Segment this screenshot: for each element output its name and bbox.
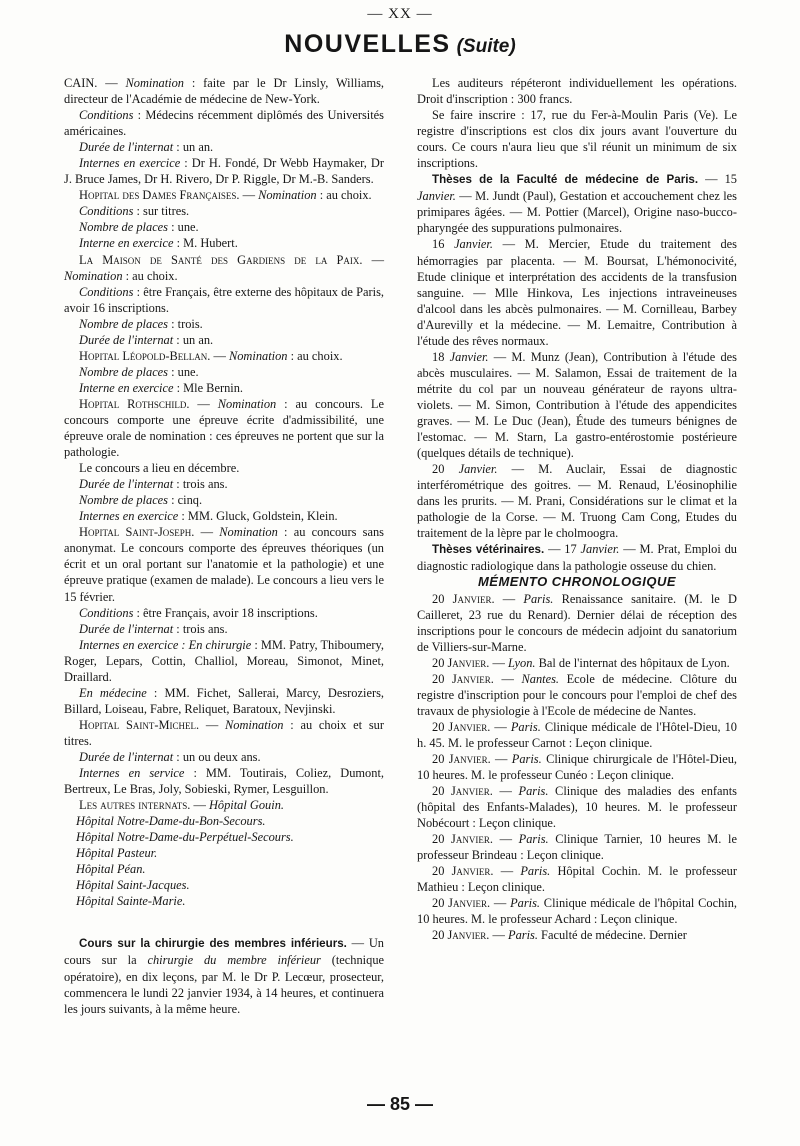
paragraph: Hopital Léopold-Bellan. — Nomination : au choix. (79, 348, 343, 363)
paragraph: Conditions : Médecins récemment diplômés des Universités américaines. (64, 108, 384, 139)
title-main: NOUVELLES (284, 30, 451, 58)
paragraph: 20 Janvier. — M. Auclair, Essai de diagnostic interférométrique des goitres. — M. Renaud, L'éosinophilie dans les prurits. — M. Prani, Considérations sur le climat et la pathologie de la Corse. — M. Truong Cam Cong, Etudes du traitement de la lèpre par le cholmoogra. (417, 462, 737, 541)
paragraph: Les auditeurs répéteront individuellement les opérations. Droit d'inscription : 300 francs. (417, 76, 737, 107)
paragraph: Durée de l'internat : un an. (79, 332, 214, 347)
paragraph: Nombre de places : trois. (79, 316, 203, 331)
paragraph: 18 Janvier. — M. Munz (Jean), Contribution à l'étude des abcès musculaires. — M. Salamon, Essai de traitement de la métrite du col par un nouveau générateur de rayons ultra-violets. — M. Simon, Contribution à l'étude des appendicites graves. — M. Le Duc (Jean), Étude des tumeurs bénignes de l'estomac. — M. Starn, La gastro-entérostomie postérieure (quelques détails de technique). (417, 349, 737, 461)
paragraph: Conditions : être Français, être externe des hôpitaux de Paris, avoir 16 inscriptions. (64, 284, 384, 315)
memento-entry: 20 Janvier. — Paris. Clinique Tarnier, 10 heures M. le professeur Brindeau : Leçon clinique. (417, 832, 737, 863)
page-number-top: — XX — (367, 6, 433, 22)
paragraph: Le concours a lieu en décembre. (79, 461, 240, 476)
memento-entry: 20 Janvier. — Paris. Clinique médicale de l'hôpital Cochin, 10 heures. M. le professeur Achard : Leçon clinique. (417, 896, 737, 927)
page-title (0, 30, 800, 59)
paragraph: Hopital des Dames Françaises. — Nomination : au choix. (79, 188, 372, 203)
hospital-item: Hôpital Sainte-Marie. (76, 894, 186, 909)
hospital-item: Hôpital Péan. (76, 862, 146, 877)
paragraph: CAIN. — Nomination : faite par le Dr Linsly, Williams, directeur de l'Académie de médecine de New-York. (64, 76, 384, 107)
paragraph: Durée de l'internat : un ou deux ans. (79, 749, 261, 764)
paragraph: Interne en exercice : M. Hubert. (79, 236, 238, 251)
paragraph: Nombre de places : une. (79, 364, 199, 379)
paragraph: Interne en exercice : Mle Bernin. (79, 380, 244, 395)
paragraph: Hopital Saint-Michel. — Nomination : au choix et sur titres. (64, 717, 384, 748)
paragraph: Durée de l'internat : un an. (79, 140, 214, 155)
title-suite: (Suite) (456, 36, 516, 57)
paragraph: Internes en exercice : Dr H. Fondé, Dr Webb Haymaker, Dr J. Bruce James, Dr H. Rivero, Dr P. Riggle, Dr M.-B. Sanders. (64, 156, 385, 187)
paragraph: Internes en service : MM. Toutirais, Coliez, Dumont, Bertreux, Le Bras, Joly, Sobieski, Rymer, Lesguillon. (64, 766, 384, 797)
paragraph: Les autres internats. — Hôpital Gouin. (79, 798, 284, 813)
paragraph: En médecine : MM. Fichet, Sallerai, Marcy, Desroziers, Billard, Loiseau, Fabre, Reliquet, Baratoux, Nevjinski. (64, 685, 384, 716)
page-number-bottom: — 85 — (366, 1094, 434, 1114)
theses-paragraph: Thèses de la Faculté de médecine de Paris. — 15 Janvier. — M. Jundt (Paul), Gestation et accouchement chez les primipares âgées. — M. Pottier (Marcel), Origine naso-bucco-pharyngée des suppurations pulmonaires. (417, 172, 737, 236)
hospital-item: Hôpital Pasteur. (76, 846, 158, 861)
memento-entry: 20 Janvier. — Nantes. Ecole de médecine. Clôture du registre d'inscription pour le concours pour l'emploi de chef des travaux de physiologie à l'Ecole de médecine de Nantes. (417, 671, 737, 718)
paragraph: La Maison de Santé des Gardiens de la Paix. — Nomination : au choix. (64, 252, 384, 283)
paragraph: Se faire inscrire : 17, rue du Fer-à-Moulin Paris (Ve). Le registre d'inscriptions est clos dix jours avant l'ouverture du cours. Ce cours n'aura lieu que s'il réunit un minimum de six inscriptions. (417, 108, 737, 171)
paragraph: Nombre de places : une. (79, 220, 199, 235)
left-column (64, 75, 384, 1017)
veterinary-theses-paragraph: Thèses vétérinaires. — 17 Janvier. — M. Prat, Emploi du diagnostic radiologique dans la pathologie osseuse du chien. (417, 542, 737, 574)
paragraph: Internes en exercice : MM. Gluck, Goldstein, Klein. (79, 509, 338, 524)
paragraph: 16 Janvier. — M. Mercier, Etude du traitement des hémorragies par placenta. — M. Boursat, L'hémonocivité, Etude clinique et interprétation des accidents de la transfusion sanguine. — Mlle Hinkova, Les injections intraveineuses d'alcool dans les abcès pulmonaires. — M. Cornilleau, Barbey d'Aurevilly et la médecine. — M. Lemaitre, Contribution à l'étude des rêves normaux. (417, 237, 737, 348)
hospital-item: Hôpital Notre-Dame-du-Bon-Secours. (76, 814, 266, 829)
memento-entry: 20 Janvier. — Paris. Renaissance sanitaire. (M. le D Cailleret, 23 rue du Renard). Dernier délai de réception des inscriptions pour le concours de médecin adjoint du sanatorium de Villiers-sur-Marne. (417, 591, 737, 654)
memento-entry: 20 Janvier. — Paris. Clinique des maladies des enfants (hôpital des Enfants-Malades), 10 heures. M. le professeur Nobécourt : Leçon clinique. (417, 784, 737, 831)
paragraph: Conditions : être Français, avoir 18 inscriptions. (79, 605, 318, 620)
paragraph: Conditions : sur titres. (79, 204, 190, 219)
paragraph: Durée de l'internat : trois ans. (79, 477, 228, 492)
cours-paragraph: Cours sur la chirurgie des membres inférieurs. — Un cours sur la chirurgie du membre inférieur (technique opératoire), en dix leçons, par M. le Dr P. Lecœur, prosecteur, commencera le lundi 22 janvier 1934, à 14 heures, et continuera les jours suivants, à la même heure. (64, 936, 385, 1016)
paragraph: Nombre de places : cinq. (79, 493, 203, 508)
memento-entry: 20 Janvier. — Paris. Hôpital Cochin. M. le professeur Mathieu : Leçon clinique. (417, 864, 737, 895)
paragraph: Durée de l'internat : trois ans. (79, 621, 228, 636)
memento-entry: 20 Janvier. — Paris. Faculté de médecine. Dernier (432, 928, 687, 943)
memento-heading: MÉMENTO CHRONOLOGIQUE (477, 574, 677, 590)
paragraph: Hopital Saint-Joseph. — Nomination : au concours sans anonymat. Le concours comporte des épreuves théoriques (un écrit et un oral portant sur l'anatomie et la pathologie) et une épreuve pratique (examen de malade). Le concours a lieu vers le 15 février. (64, 525, 384, 604)
hospital-item: Hôpital Saint-Jacques. (76, 878, 190, 893)
paragraph: Internes en exercice : En chirurgie : MM. Patry, Thiboumery, Roger, Lepars, Cottin, Challiol, Moreau, Simonot, Minet, Draillard. (64, 637, 384, 684)
right-column (417, 75, 737, 944)
memento-entry: 20 Janvier. — Paris. Clinique médicale de l'Hôtel-Dieu, 10 h. 45. M. le professeur Carnot : Leçon clinique. (417, 719, 738, 750)
hospital-item: Hôpital Notre-Dame-du-Perpétuel-Secours. (76, 830, 294, 845)
paragraph: Hopital Rothschild. — Nomination : au concours. Le concours comporte une épreuve écrite d'admissibilité, une épreuve orale de nomination : ces épreuves ne portent que sur la pathologie. (64, 396, 384, 460)
memento-entry: 20 Janvier. — Lyon. Bal de l'internat des hôpitaux de Lyon. (432, 655, 730, 670)
memento-entry: 20 Janvier. — Paris. Clinique chirurgicale de l'Hôtel-Dieu, 10 heures. M. le professeur Cunéo : Leçon clinique. (417, 751, 737, 783)
